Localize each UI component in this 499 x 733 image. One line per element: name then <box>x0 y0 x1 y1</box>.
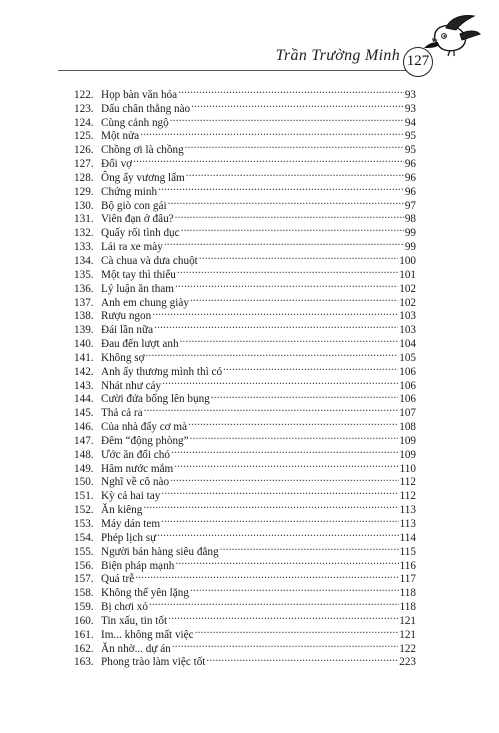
toc-entry-number: 130. <box>74 199 94 212</box>
toc-entry-number: 129. <box>74 185 94 198</box>
toc-leader-dots <box>170 472 399 486</box>
toc-entry-number: 133. <box>74 241 94 254</box>
toc-entry-title: Phong trào làm việc tốt <box>101 656 206 669</box>
toc-entry-title: Rượu ngon <box>101 310 152 323</box>
toc-entry-number: 139. <box>74 324 94 337</box>
toc-entry-number: 144. <box>74 393 94 406</box>
toc-entry-title: Ăn nhờ... dự án <box>101 642 171 655</box>
toc-entry-title: Một tay thì thiếu <box>101 268 176 281</box>
toc-entry-page: 109 <box>399 448 416 461</box>
toc-leader-dots <box>146 347 399 361</box>
toc-leader-dots <box>175 209 404 223</box>
toc-leader-dots <box>186 167 404 181</box>
toc-entry-title: Không thể yên lặng <box>101 587 189 600</box>
toc-leader-dots <box>220 541 399 555</box>
toc-entry-page: 93 <box>404 102 416 115</box>
toc-entry-page: 118 <box>399 601 416 614</box>
toc-entry-page: 121 <box>399 628 416 641</box>
toc-entry-title: Ước ăn đổi chó <box>101 448 170 461</box>
toc-entry-number: 141. <box>74 351 94 364</box>
toc-entry-number: 159. <box>74 601 94 614</box>
toc-entry-title: Phép lịch sự <box>101 531 157 544</box>
toc-entry-number: 131. <box>74 213 94 226</box>
toc-leader-dots <box>140 126 404 140</box>
toc-entry-page: 97 <box>404 199 416 212</box>
toc-entry-title: Dấu chân thằng nào <box>101 102 191 115</box>
toc-leader-dots <box>154 319 398 333</box>
toc-entry-page: 112 <box>399 490 416 503</box>
toc-entry-page: 101 <box>399 268 416 281</box>
toc-entry-number: 160. <box>74 614 94 627</box>
toc-entry-number: 143. <box>74 379 94 392</box>
toc-leader-dots <box>171 444 398 458</box>
toc-entry-title: Im... không mất việc <box>101 628 194 641</box>
toc-entry-title: Người bán hàng siêu đẳng <box>101 545 219 558</box>
toc-entry-page: 114 <box>399 531 416 544</box>
toc-entry-number: 123. <box>74 102 94 115</box>
toc-entry-title: Đổi vợ <box>101 158 133 171</box>
toc-leader-dots <box>175 555 398 569</box>
toc-leader-dots <box>135 569 398 583</box>
toc-entry-page: 117 <box>399 573 416 586</box>
toc-entry-page: 106 <box>399 365 416 378</box>
toc-entry-title: Viên đạn ở đâu? <box>101 213 174 226</box>
toc-entry-title: Máy dán tem <box>101 518 161 530</box>
toc-entry-page: 95 <box>404 130 416 143</box>
toc-entry-title: Một nửa <box>101 130 140 143</box>
toc-entry-number: 142. <box>74 365 94 378</box>
toc-leader-dots <box>195 624 399 638</box>
toc-entry-title: Ăn kiêng <box>101 504 143 517</box>
toc-entry-number: 157. <box>74 573 94 586</box>
toc-entry-title: Đau đến lượt anh <box>101 338 179 351</box>
toc-entry-title: Cùng cảnh ngộ <box>101 116 169 129</box>
toc-entry-page: 104 <box>399 338 416 351</box>
toc-entry-number: 146. <box>74 421 94 434</box>
toc-entry-title: Nghĩ về cô nào <box>101 476 170 489</box>
toc-entry-title: Cười đứa bổng lên bụng <box>101 393 210 406</box>
toc-entry-page: 96 <box>404 171 416 184</box>
toc-entry-number: 140. <box>74 338 94 351</box>
toc-entry-number: 135. <box>74 268 94 281</box>
running-header <box>0 0 499 80</box>
toc-entry-page: 122 <box>399 642 416 655</box>
toc-leader-dots <box>152 306 398 320</box>
toc-entry-page: 113 <box>399 518 416 530</box>
toc-entry-page: 223 <box>399 656 416 669</box>
toc-entry-title: Họp bàn văn hóa <box>101 88 178 101</box>
toc-entry <box>74 84 416 101</box>
toc-entry-page: 108 <box>399 421 416 434</box>
toc-entry-title: Của nhà đấy cơ mà <box>101 421 188 434</box>
toc-leader-dots <box>161 513 399 527</box>
toc-entry-title: Chứng minh <box>101 185 158 198</box>
toc-entry-number: 147. <box>74 434 94 447</box>
toc-entry-page: 96 <box>404 185 416 198</box>
toc-leader-dots <box>164 236 404 250</box>
toc-leader-dots <box>206 652 398 666</box>
toc-entry-number: 128. <box>74 171 94 184</box>
toc-leader-dots <box>143 499 398 513</box>
toc-entry-page: 105 <box>399 351 416 364</box>
toc-entry-title: Anh ấy thương mình thì có <box>101 365 223 378</box>
toc-entry-number: 153. <box>74 518 94 530</box>
toc-entry-number: 154. <box>74 531 94 544</box>
page-number-badge <box>403 47 433 77</box>
toc-entry-page: 98 <box>404 213 416 226</box>
toc-leader-dots <box>181 222 404 236</box>
toc-entry-title: Lái ra xe mày <box>101 241 163 254</box>
toc-leader-dots <box>144 402 399 416</box>
toc-entry-title: Ông ấy vương lấm <box>101 171 185 184</box>
toc-leader-dots <box>211 389 398 403</box>
toc-entry-page: 93 <box>404 88 416 101</box>
toc-leader-dots <box>133 153 404 167</box>
toc-entry-number: 138. <box>74 310 94 323</box>
toc-entry-page: 95 <box>404 144 416 157</box>
toc-entry-title: Nhát như cáy <box>101 379 162 392</box>
toc-leader-dots <box>175 278 398 292</box>
toc-leader-dots <box>174 458 398 472</box>
toc-entry-number: 150. <box>74 476 94 489</box>
toc-entry-number: 132. <box>74 227 94 240</box>
toc-entry-title: Thả cả ra <box>101 407 143 420</box>
page-number: 127 <box>406 53 430 69</box>
toc-entry-title: Bị chơi xỏ <box>101 601 148 614</box>
toc-entry-title: Anh em chung giày <box>101 296 189 309</box>
toc-entry-title: Đêm “động phòng” <box>101 434 189 447</box>
toc-entry-page: 100 <box>399 254 416 267</box>
toc-entry-number: 134. <box>74 254 94 267</box>
toc-entry-title: Tin xấu, tin tốt <box>101 614 168 627</box>
toc-entry-number: 137. <box>74 296 94 309</box>
toc-entry-page: 107 <box>399 407 416 420</box>
toc-entry-page: 109 <box>399 434 416 447</box>
toc-entry-number: 151. <box>74 490 94 503</box>
toc-entry-number: 125. <box>74 130 94 143</box>
toc-entry-page: 106 <box>399 379 416 392</box>
toc-leader-dots <box>223 361 398 375</box>
toc-leader-dots <box>157 527 398 541</box>
toc-leader-dots <box>172 638 398 652</box>
toc-entry-number: 124. <box>74 116 94 129</box>
toc-leader-dots <box>168 610 398 624</box>
toc-entry-page: 110 <box>399 462 416 475</box>
toc-leader-dots <box>161 485 398 499</box>
toc-entry-page: 103 <box>399 324 416 337</box>
toc-entry-page: 106 <box>399 393 416 406</box>
toc-entry-page: 94 <box>404 116 416 129</box>
toc-leader-dots <box>185 139 404 153</box>
toc-entry-title: Không sợ <box>101 351 145 364</box>
toc-entry-title: Hâm nước mắm <box>101 462 174 475</box>
toc-entry-page: 113 <box>399 504 416 517</box>
toc-entry-page: 121 <box>399 614 416 627</box>
author-name: Trần Trường Minh <box>275 47 400 64</box>
toc-entry-page: 118 <box>399 587 416 600</box>
toc-leader-dots <box>178 84 404 98</box>
toc-leader-dots <box>190 292 398 306</box>
toc-entry-number: 148. <box>74 448 94 461</box>
toc-entry-number: 127. <box>74 158 94 171</box>
toc-leader-dots <box>190 430 399 444</box>
toc-entry-page: 116 <box>399 559 416 572</box>
toc-entry-number: 149. <box>74 462 94 475</box>
toc-entry-title: Bộ giò con gái <box>101 199 167 212</box>
toc-leader-dots <box>170 112 404 126</box>
toc-entry-number: 136. <box>74 282 94 295</box>
toc-leader-dots <box>199 250 398 264</box>
table-of-contents <box>74 84 416 669</box>
toc-entry-title: Quấy rối tình dục <box>101 227 180 240</box>
toc-entry-number: 122. <box>74 88 94 101</box>
toc-entry-title: Kỳ cả hai tay <box>101 490 161 503</box>
toc-entry-page: 112 <box>399 476 416 489</box>
toc-entry-title: Biện pháp mạnh <box>101 559 175 572</box>
toc-entry-page: 103 <box>399 310 416 323</box>
toc-entry-title: Cà chua và dưa chuột <box>101 254 198 267</box>
toc-leader-dots <box>191 98 404 112</box>
toc-entry-title: Lý luận ăn tham <box>101 282 175 295</box>
toc-leader-dots <box>168 195 404 209</box>
toc-entry-number: 162. <box>74 642 94 655</box>
toc-entry-number: 161. <box>74 628 94 641</box>
toc-entry-title: Chồng ơi là chồng <box>101 144 184 157</box>
toc-entry-title: Đái lần nữa <box>101 324 154 337</box>
toc-leader-dots <box>190 582 399 596</box>
toc-entry-number: 155. <box>74 545 94 558</box>
toc-entry-page: 102 <box>399 282 416 295</box>
toc-leader-dots <box>180 333 399 347</box>
toc-entry-number: 152. <box>74 504 94 517</box>
toc-leader-dots <box>177 264 398 278</box>
toc-entry-page: 96 <box>404 158 416 171</box>
toc-entry-number: 145. <box>74 407 94 420</box>
toc-entry-page: 99 <box>404 241 416 254</box>
toc-entry-number: 126. <box>74 144 94 157</box>
toc-entry-number: 163. <box>74 656 94 669</box>
toc-entry-number: 158. <box>74 587 94 600</box>
toc-leader-dots <box>188 416 398 430</box>
toc-entry-page: 99 <box>404 227 416 240</box>
toc-leader-dots <box>158 181 404 195</box>
toc-leader-dots <box>149 596 399 610</box>
header-rule <box>58 70 414 71</box>
toc-entry-page: 102 <box>399 296 416 309</box>
toc-entry-title: Quá trễ <box>101 573 135 586</box>
toc-entry-number: 156. <box>74 559 94 572</box>
toc-leader-dots <box>162 375 398 389</box>
toc-entry-page: 115 <box>399 545 416 558</box>
